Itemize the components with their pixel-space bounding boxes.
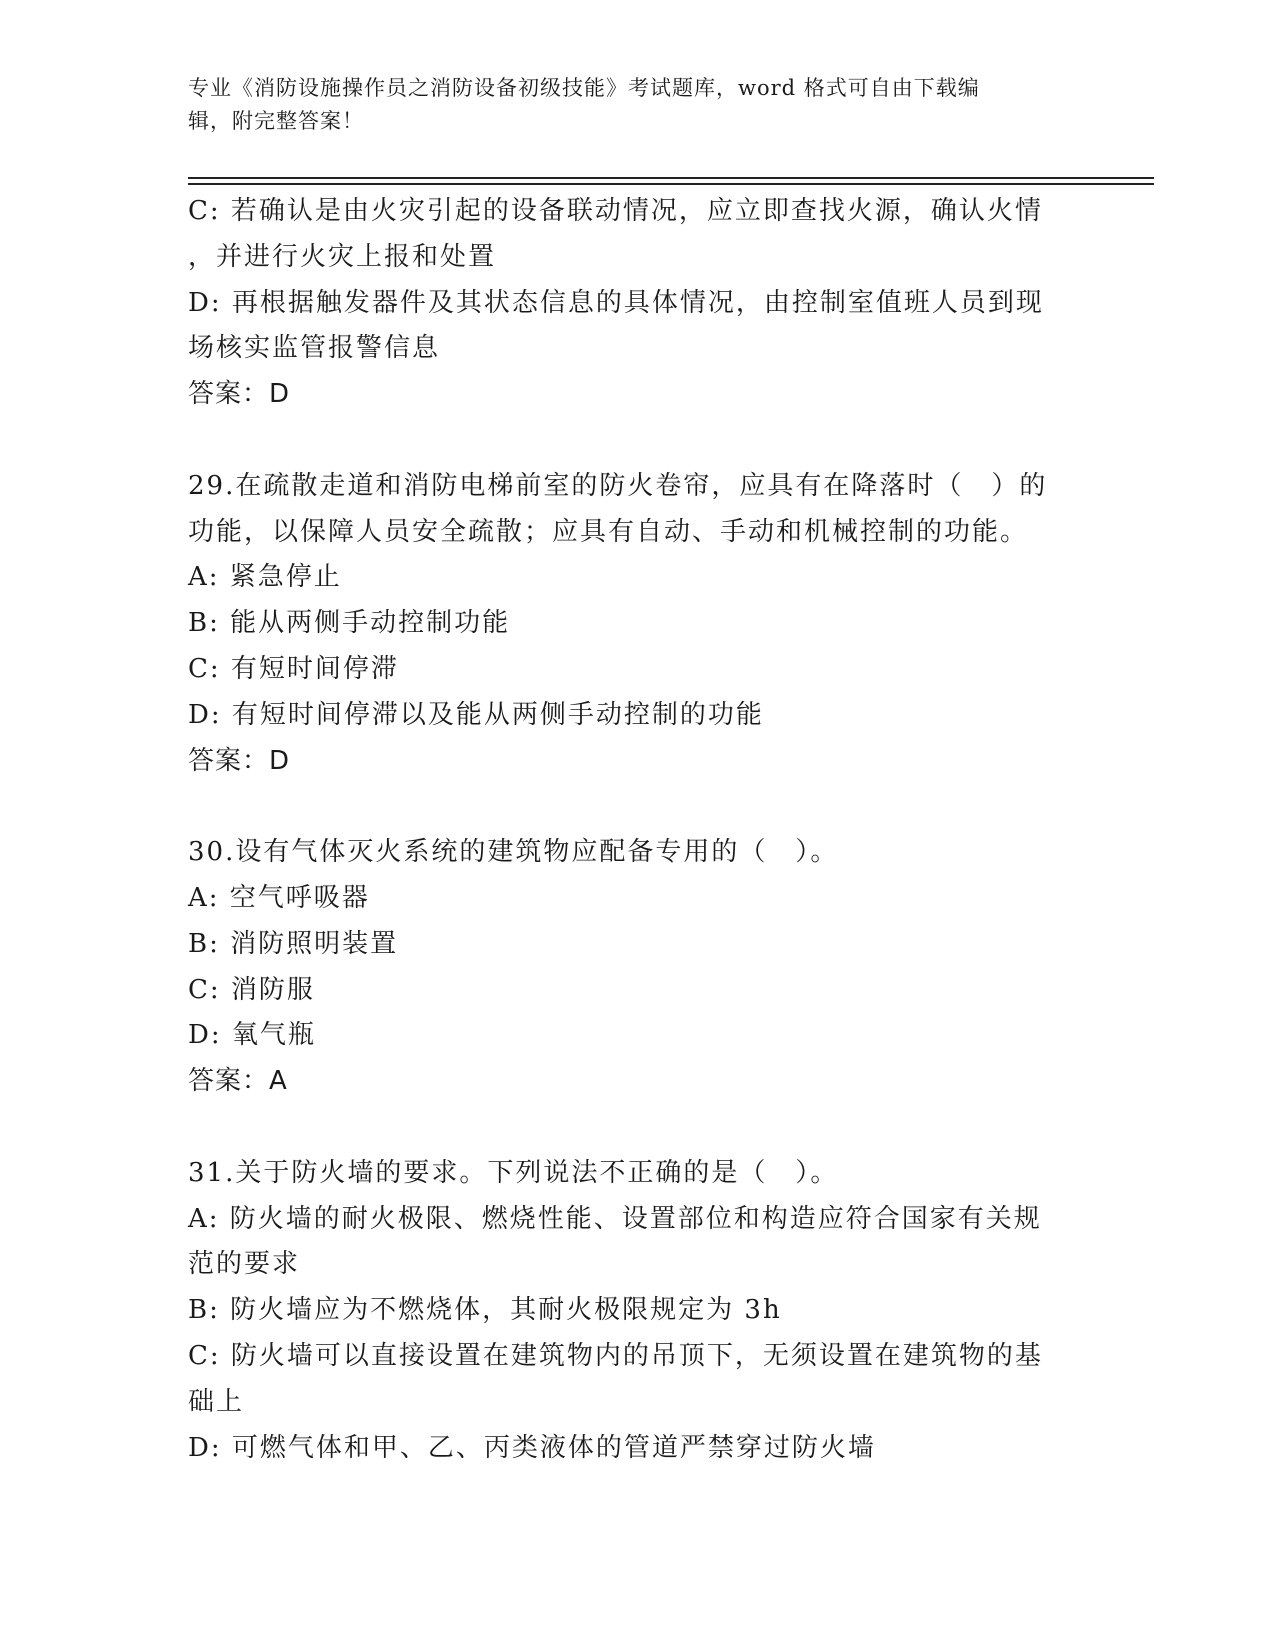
option-b: B: 消防照明装置 bbox=[188, 928, 399, 959]
option-c-line-1: C: 防火墙可以直接设置在建筑物内的吊顶下，无须设置在建筑物的基 bbox=[188, 1340, 1043, 1371]
option-a-line-1: A: 防火墙的耐火极限、燃烧性能、设置部位和构造应符合国家有关规 bbox=[188, 1203, 1042, 1234]
header-rule-top bbox=[188, 177, 1154, 179]
option-d-line-2: 场核实监管报警信息 bbox=[188, 333, 441, 364]
option-d: D: 有短时间停滞以及能从两侧手动控制的功能 bbox=[188, 699, 764, 730]
answer: 答案：A bbox=[188, 1066, 288, 1097]
option-b: B: 防火墙应为不燃烧体，其耐火极限规定为 3h bbox=[188, 1295, 782, 1326]
question-29 bbox=[188, 464, 1088, 785]
question-30 bbox=[188, 830, 1088, 1105]
spacer bbox=[188, 784, 1088, 830]
option-c-line-1: C: 若确认是由火灾引起的设备联动情况，应立即查找火源，确认火情 bbox=[188, 196, 1043, 226]
option-d-line-1: D: 再根据触发器件及其状态信息的具体情况，由控制室值班人员到现 bbox=[188, 287, 1044, 318]
option-b: B: 能从两侧手动控制功能 bbox=[188, 608, 511, 639]
question-content bbox=[188, 189, 1088, 1471]
option-d: D: 可燃气体和甲、乙、丙类液体的管道严禁穿过防火墙 bbox=[188, 1432, 876, 1463]
spacer bbox=[188, 418, 1088, 464]
header-line-1: 专业《消防设施操作员之消防设备初级技能》考试题库，word 格式可自由下载编 bbox=[188, 76, 980, 100]
document-header bbox=[188, 72, 1068, 138]
question-stem-line-2: 功能，以保障人员安全疏散；应具有自动、手动和机械控制的功能。 bbox=[188, 516, 1029, 547]
option-a-line-2: 范的要求 bbox=[188, 1249, 301, 1280]
option-d: D: 氧气瓶 bbox=[188, 1020, 316, 1051]
option-c-line-2: 础上 bbox=[188, 1386, 245, 1417]
answer: 答案：D bbox=[188, 379, 291, 410]
option-c: C: 有短时间停滞 bbox=[188, 653, 399, 684]
option-c-line-2: ，并进行火灾上报和处置 bbox=[188, 241, 497, 272]
answer: 答案：D bbox=[188, 745, 291, 776]
option-a: A: 紧急停止 bbox=[188, 562, 342, 593]
question-28 bbox=[188, 189, 1088, 418]
question-31 bbox=[188, 1151, 1088, 1472]
header-line-2: 辑，附完整答案！ bbox=[188, 109, 364, 133]
question-stem-line-1: 30.设有气体灭火系统的建筑物应配备专用的（ ）。 bbox=[188, 837, 839, 868]
spacer bbox=[188, 1105, 1088, 1151]
question-stem-line-1: 31.关于防火墙的要求。下列说法不正确的是（ ）。 bbox=[188, 1157, 839, 1188]
option-a: A: 空气呼吸器 bbox=[188, 882, 370, 913]
option-c: C: 消防服 bbox=[188, 974, 315, 1005]
header-rule-bottom bbox=[188, 183, 1154, 185]
question-stem-line-1: 29.在疏散走道和消防电梯前室的防火卷帘，应具有在降落时（ ）的 bbox=[188, 470, 1048, 501]
